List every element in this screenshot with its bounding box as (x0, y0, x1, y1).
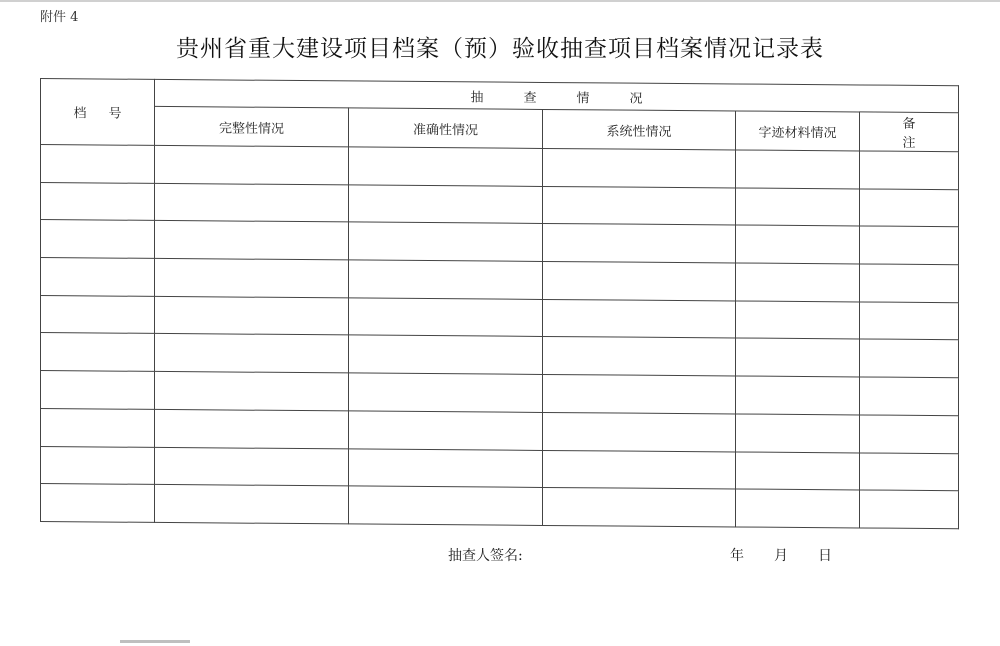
date-day-label: 日 (818, 548, 832, 564)
table-cell[interactable] (860, 151, 959, 189)
table-cell[interactable] (736, 150, 860, 189)
table-cell[interactable] (41, 182, 155, 221)
attachment-label: 附件 4 (40, 10, 79, 25)
table-cell[interactable] (736, 263, 860, 302)
table-cell[interactable] (349, 260, 543, 299)
table-cell[interactable] (155, 447, 349, 486)
table-cell[interactable] (349, 298, 543, 337)
table-cell[interactable] (41, 371, 155, 410)
date-year-label: 年 (730, 548, 744, 564)
table-cell[interactable] (543, 262, 736, 301)
table-cell[interactable] (349, 335, 543, 374)
inspection-group-header: 抽查情况 (155, 79, 959, 112)
table-cell[interactable] (736, 489, 860, 528)
table-cell[interactable] (736, 338, 860, 377)
table-cell[interactable] (349, 486, 543, 525)
table-cell[interactable] (349, 373, 543, 412)
table-cell[interactable] (349, 185, 543, 224)
table-cell[interactable] (736, 188, 860, 227)
table-cell[interactable] (860, 302, 959, 340)
table-body (41, 145, 959, 529)
table-cell[interactable] (41, 220, 155, 259)
table-cell[interactable] (860, 415, 959, 453)
table-cell[interactable] (543, 186, 736, 225)
table-cell[interactable] (543, 148, 736, 187)
column-header-accuracy: 准确性情况 (349, 108, 543, 149)
table-cell[interactable] (155, 221, 349, 260)
record-table-container (40, 78, 958, 529)
date-month-label: 月 (774, 548, 788, 564)
table-cell[interactable] (41, 446, 155, 485)
table-row (41, 484, 959, 529)
table-cell[interactable] (349, 147, 543, 186)
table-cell[interactable] (860, 377, 959, 415)
table-cell[interactable] (349, 411, 543, 450)
table-cell[interactable] (543, 375, 736, 414)
table-cell[interactable] (543, 450, 736, 489)
table-cell[interactable] (155, 372, 349, 411)
table-cell[interactable] (349, 222, 543, 261)
table-cell[interactable] (860, 189, 959, 227)
scan-edge-mark (120, 640, 190, 643)
table-cell[interactable] (155, 258, 349, 297)
table-cell[interactable] (736, 225, 860, 264)
table-cell[interactable] (41, 295, 155, 334)
signature-label: 抽查人签名: (448, 548, 523, 564)
table-cell[interactable] (736, 451, 860, 490)
column-header-completeness: 完整性情况 (155, 106, 349, 147)
record-table (40, 78, 959, 529)
table-cell[interactable] (41, 408, 155, 447)
table-cell[interactable] (543, 488, 736, 527)
table-cell[interactable] (41, 145, 155, 184)
table-cell[interactable] (155, 183, 349, 222)
date-line (730, 545, 832, 565)
table-cell[interactable] (860, 490, 959, 529)
table-cell[interactable] (860, 264, 959, 302)
table-cell[interactable] (41, 333, 155, 372)
table-cell[interactable] (860, 452, 959, 490)
column-header-systematic: 系统性情况 (543, 109, 736, 150)
table-cell[interactable] (41, 484, 155, 523)
file-number-header: 档号 (41, 79, 155, 146)
table-cell[interactable] (860, 339, 959, 377)
page-top-edge (0, 0, 1000, 2)
table-cell[interactable] (349, 448, 543, 487)
table-cell[interactable] (543, 224, 736, 263)
column-header-handwriting: 字迹材料情况 (736, 111, 860, 151)
table-cell[interactable] (155, 145, 349, 184)
table-cell[interactable] (155, 334, 349, 373)
table-cell[interactable] (155, 296, 349, 335)
table-cell[interactable] (155, 409, 349, 448)
table-cell[interactable] (543, 299, 736, 338)
page-title: 贵州省重大建设项目档案（预）验收抽查项目档案情况记录表 (176, 36, 824, 62)
table-cell[interactable] (736, 414, 860, 453)
table-cell[interactable] (543, 412, 736, 451)
table-cell[interactable] (155, 485, 349, 524)
table-cell[interactable] (736, 376, 860, 415)
table-cell[interactable] (860, 226, 959, 264)
column-header-remarks: 备注 (860, 112, 959, 152)
table-cell[interactable] (41, 258, 155, 297)
table-cell[interactable] (736, 301, 860, 340)
table-cell[interactable] (543, 337, 736, 376)
